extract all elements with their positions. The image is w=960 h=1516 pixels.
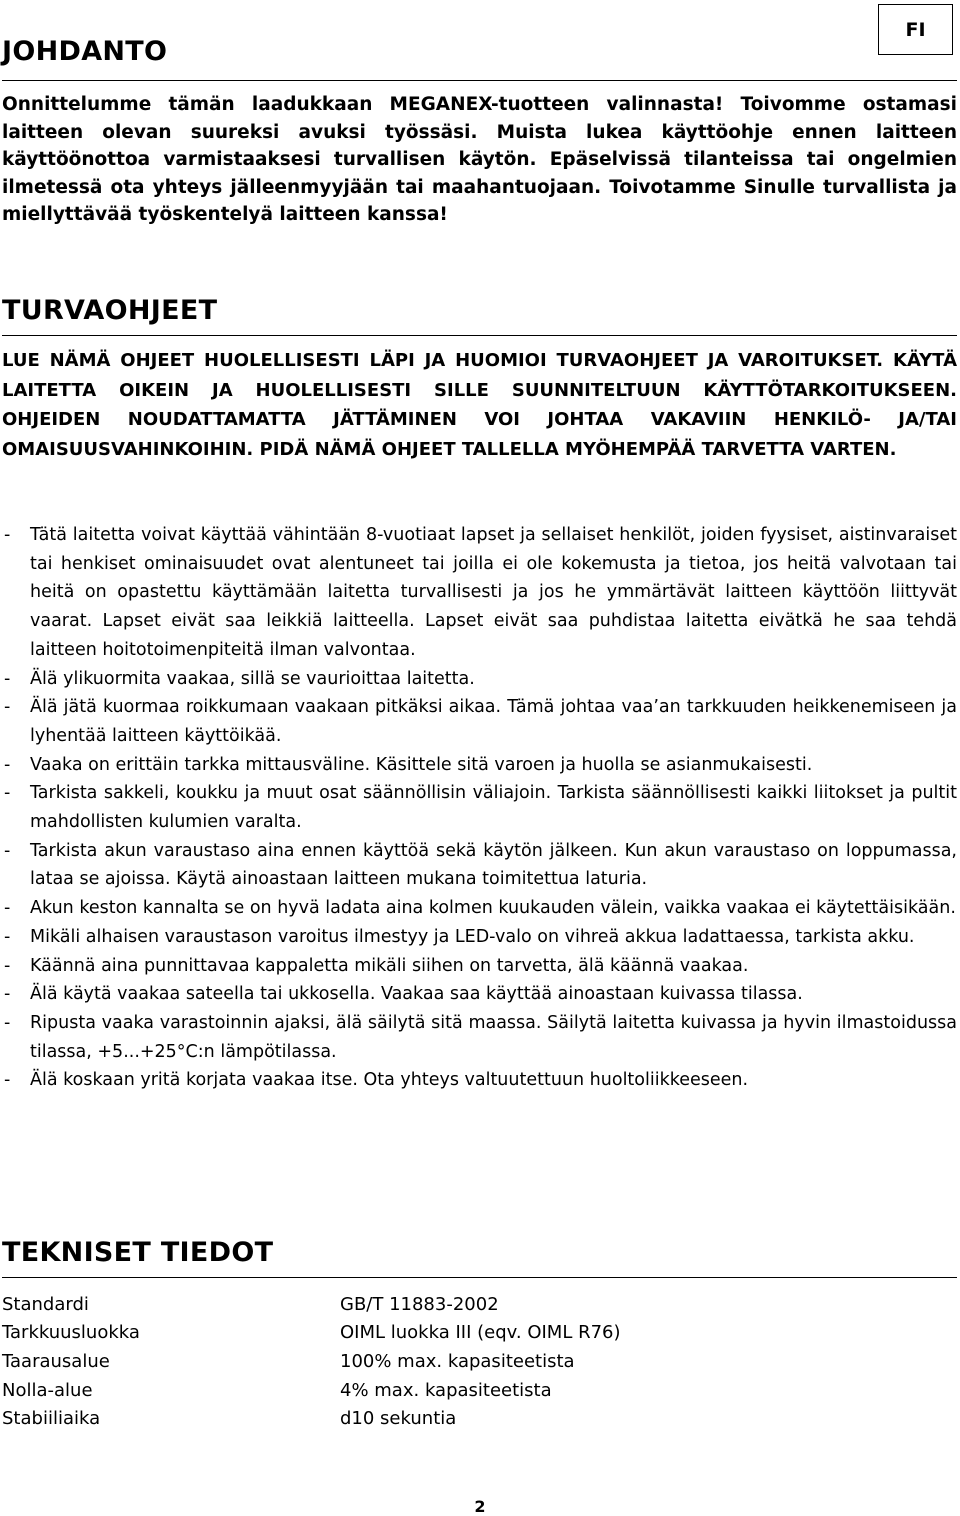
safety-item-text: Älä koskaan yritä korjata vaakaa itse. Ota yhteys valtuutettuun huoltoliikkeeseen. (30, 1070, 749, 1091)
list-bullet: - (4, 668, 11, 689)
safety-item-7 (2, 894, 957, 923)
spec-value: d10 sekuntia (340, 1408, 457, 1430)
safety-item-text: Mikäli alhaisen varaustason varoitus ilmestyy ja LED-valo on vihreä akkua ladattaessa, tarkista akku. (30, 926, 915, 947)
list-bullet: - (4, 926, 11, 947)
spec-value: GB/T 11883-2002 (340, 1293, 499, 1315)
list-bullet: - (4, 898, 11, 919)
page-number: 2 (474, 1497, 486, 1516)
spec-label: Stabiiliaika (2, 1408, 101, 1430)
safety-item-text: Tätä laitetta voivat käyttää vähintään 8-vuotiaat lapset ja sellaiset henkilöt, joiden fyysiset, aistinvaraiset tai henkiset ominaisuudet ovat alentuneet tai joilla ei ole kokemusta ja tietoa, jos heitä valvotaan tai heitä on opastettu käyttämään laitetta turvallisesti ja jos he ymmärtävät laitteen käyttöön liittyvät vaarat. Lapset eivät saa leikkiä laitteella. Lapset eivät saa puhdistaa laitetta eivätkä he saa tehdä laitteen hoitotoimenpiteitä ilman valvontaa. (30, 525, 957, 660)
safety-item-11 (2, 1009, 957, 1066)
safety-item-8 (2, 923, 957, 952)
safety-item-text: Ripusta vaaka varastoinnin ajaksi, älä säilytä sitä maassa. Säilytä laitetta kuivassa ja hyvin ilmastoidussa tilassa, +5...+25°C:n lämpötilassa. (30, 1012, 957, 1062)
safety-item-6 (2, 837, 957, 894)
specs-divider (2, 1277, 957, 1278)
spec-label: Standardi (2, 1293, 89, 1315)
list-bullet: - (4, 840, 11, 861)
safety-item-text: Tarkista sakkeli, koukku ja muut osat säännöllisin väliajoin. Tarkista säännöllisesti kaikki liitokset ja pultit mahdollisten kulumien varalta. (30, 783, 957, 833)
safety-instructions-list (2, 521, 957, 1095)
spec-label: Tarkkuusluokka (2, 1322, 140, 1344)
safety-warning: LUE NÄMÄ OHJEET HUOLELLISESTI LÄPI JA HUOMIOI TURVAOHJEET JA VAROITUKSET. KÄYTÄ LAITETTA OIKEIN JA HUOLELLISESTI SILLE SUUNNITELTUUN KÄYTTÖTARKOITUKSEEN. OHJEIDEN NOUDATTAMATTA JÄTTÄMINEN VOI JOHTAA VAKAVIIN HENKILÖ- JA/TAI OMAISUUSVAHINKOIHIN. PIDÄ NÄMÄ OHJEET TALLELLA MYÖHEMPÄÄ TARVETTA VARTEN. (2, 350, 957, 460)
spec-label: Nolla-alue (2, 1379, 93, 1401)
list-bullet: - (4, 783, 11, 804)
safety-divider (2, 335, 957, 336)
spec-value: 4% max. kapasiteetista (340, 1379, 552, 1401)
specs-table (2, 1290, 621, 1433)
safety-item-text: Älä jätä kuormaa roikkumaan vaakaan pitkäksi aikaa. Tämä johtaa vaa’an tarkkuuden heikkenemiseen ja lyhentää laitteen käyttöikää. (30, 697, 957, 746)
language-badge: FI (878, 4, 953, 55)
specs-row (2, 1347, 621, 1376)
safety-item-text: Akun keston kannalta se on hyvä ladata aina kolmen kuukauden välein, vaikka vaakaa ei käytettäisikään. (30, 898, 956, 919)
list-bullet: - (4, 525, 11, 545)
safety-item-4 (2, 751, 957, 780)
safety-item-5 (2, 779, 957, 836)
safety-item-3 (2, 693, 957, 750)
specs-row (2, 1376, 621, 1405)
specs-row (2, 1319, 621, 1348)
safety-item-1 (2, 521, 957, 665)
list-bullet: - (4, 1012, 11, 1033)
safety-title: TURVAOHJEET (2, 295, 218, 326)
safety-item-text: Älä käytä vaakaa sateella tai ukkosella. Vaakaa saa käyttää ainoastaan kuivassa tilassa. (30, 984, 803, 1005)
safety-item-text: Käännä aina punnittavaa kappaletta mikäli siihen on tarvetta, älä käännä vaakaa. (30, 955, 749, 976)
safety-item-9 (2, 952, 957, 981)
intro-text: Onnittelumme tämän laadukkaan MEGANEX-tuotteen valinnasta! Toivomme ostamasi laitteen olevan suureksi avuksi työssäsi. Muista lukea käyttöohje ennen laitteen käyttöönottoa varmistaaksesi turvallisen käytön. Epäselvissä tilanteissa tai ongelmien ilmetessä ota yhteys jälleenmyyjään tai maahantuojaan. Toivotamme Sinulle turvallista ja miellyttävää työskentelyä laitteen kanssa! (2, 94, 957, 226)
safety-item-text: Älä ylikuormita vaakaa, sillä se vaurioittaa laitetta. (30, 668, 475, 689)
intro-title: JOHDANTO (2, 36, 168, 67)
spec-value: 100% max. kapasiteetista (340, 1350, 575, 1372)
specs-row (2, 1290, 621, 1319)
list-bullet: - (4, 955, 11, 976)
intro-divider (2, 80, 957, 81)
spec-label: Taarausalue (2, 1350, 110, 1372)
list-bullet: - (4, 697, 11, 718)
safety-item-12 (2, 1066, 957, 1095)
list-bullet: - (4, 754, 11, 775)
specs-title: TEKNISET TIEDOT (2, 1237, 274, 1268)
spec-value: OIML luokka III (eqv. OIML R76) (340, 1322, 621, 1344)
safety-item-2 (2, 665, 957, 694)
safety-item-text: Vaaka on erittäin tarkka mittausväline. Käsittele sitä varoen ja huolla se asianmukaisesti. (30, 754, 813, 775)
specs-row (2, 1404, 621, 1433)
safety-item-10 (2, 980, 957, 1009)
list-bullet: - (4, 984, 11, 1005)
safety-item-text: Tarkista akun varaustaso aina ennen käyttöä sekä käytön jälkeen. Kun akun varaustaso on loppumassa, lataa se ajoissa. Käytä ainoastaan laitteen mukana toimitettua laturia. (30, 840, 957, 890)
list-bullet: - (4, 1070, 11, 1091)
